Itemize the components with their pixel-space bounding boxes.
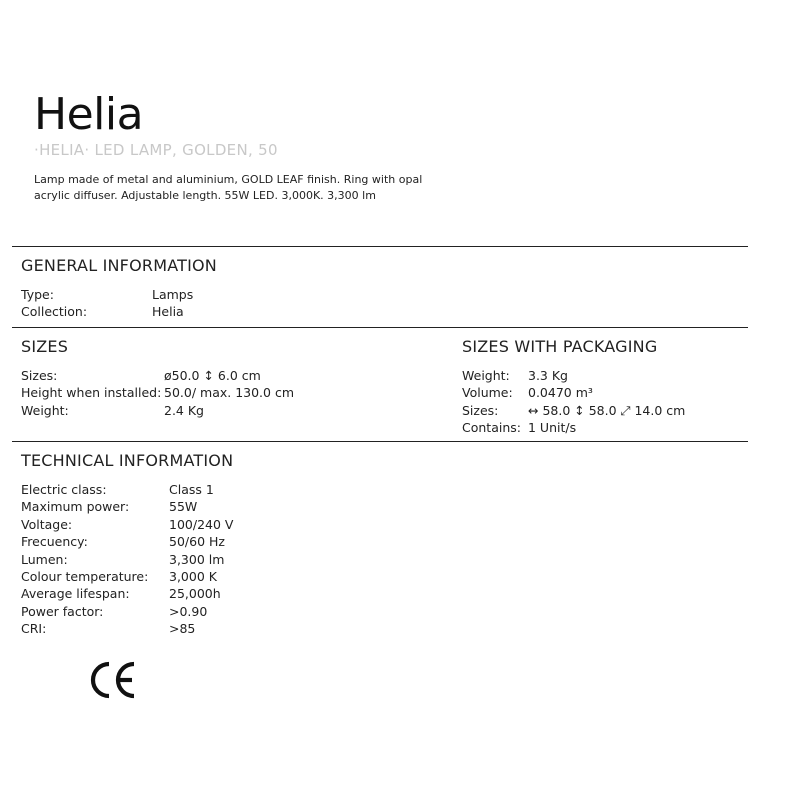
technical-heading: TECHNICAL INFORMATION [21, 451, 234, 470]
general-label-collection: Collection: [21, 304, 88, 320]
packaging-label-weight: Weight: [462, 368, 510, 383]
general-value-type: Lamps [152, 287, 194, 302]
technical-value-colour-temperature: 3,000 K [169, 569, 217, 585]
product-subtitle: ·HELIA· LED LAMP, GOLDEN, 50 [34, 141, 278, 159]
sizes-value-height: 50.0/ max. 130.0 cm [164, 385, 295, 401]
technical-label-colour-temperature: Colour temperature: [21, 569, 149, 585]
ce-mark-icon [88, 658, 140, 702]
general-heading: GENERAL INFORMATION [21, 256, 217, 275]
packaging-value-sizes: ↔ 58.0 ↕ 58.0 ⤢ 14.0 cm [528, 402, 686, 418]
technical-list [21, 481, 233, 638]
packaging-row-weight [462, 367, 685, 384]
technical-row-average-lifespan [21, 585, 233, 602]
technical-row-frequency [21, 533, 233, 550]
divider-technical [12, 441, 748, 442]
general-row-collection [21, 303, 193, 320]
packaging-list [462, 367, 685, 437]
general-value-collection: Helia [152, 304, 184, 320]
technical-value-voltage: 100/240 V [169, 516, 234, 532]
technical-row-maximum-power [21, 498, 233, 515]
technical-row-power-factor [21, 603, 233, 620]
technical-value-maximum-power: 55W [169, 499, 198, 515]
general-row-type [21, 286, 193, 303]
sizes-list [21, 367, 294, 419]
packaging-row-contains [462, 419, 685, 436]
divider-sizes [12, 327, 748, 328]
technical-label-voltage: Voltage: [21, 516, 73, 532]
technical-label-cri: CRI: [21, 621, 47, 637]
technical-row-lumen [21, 551, 233, 568]
packaging-value-weight: 3.3 Kg [528, 368, 568, 383]
sizes-row-weight [21, 402, 294, 419]
packaging-row-volume [462, 384, 685, 401]
technical-label-average-lifespan: Average lifespan: [21, 586, 130, 602]
technical-label-power-factor: Power factor: [21, 603, 104, 619]
technical-label-frequency: Frecuency: [21, 534, 88, 550]
technical-value-power-factor: >0.90 [169, 603, 208, 619]
sizes-value-sizes: ø50.0 ↕ 6.0 cm [164, 368, 261, 383]
packaging-value-volume: 0.0470 m³ [528, 385, 593, 401]
sizes-row-height [21, 384, 294, 401]
technical-label-maximum-power: Maximum power: [21, 499, 130, 515]
product-description: Lamp made of metal and aluminium, GOLD LEAF finish. Ring with opal acrylic diffuser. Adjustable length. 55W LED. 3,000K. 3,300 lm [34, 173, 423, 202]
technical-row-voltage [21, 516, 233, 533]
technical-value-electric-class: Class 1 [169, 482, 214, 497]
packaging-row-sizes [462, 402, 685, 419]
technical-label-electric-class: Electric class: [21, 482, 107, 497]
general-info-list [21, 286, 193, 321]
technical-value-frequency: 50/60 Hz [169, 534, 225, 550]
packaging-label-contains: Contains: [462, 420, 521, 436]
general-label-type: Type: [21, 287, 54, 302]
packaging-label-sizes: Sizes: [462, 402, 499, 418]
technical-row-electric-class [21, 481, 233, 498]
technical-row-cri [21, 620, 233, 637]
technical-value-lumen: 3,300 lm [169, 551, 225, 567]
technical-value-average-lifespan: 25,000h [169, 586, 221, 602]
sizes-label-sizes: Sizes: [21, 368, 58, 383]
sizes-label-height: Height when installed: [21, 385, 162, 401]
packaging-heading: SIZES WITH PACKAGING [462, 337, 658, 356]
sizes-value-weight: 2.4 Kg [164, 402, 204, 418]
sizes-heading: SIZES [21, 337, 69, 356]
packaging-label-volume: Volume: [462, 385, 513, 401]
product-title: Helia [34, 89, 144, 140]
sizes-label-weight: Weight: [21, 402, 69, 418]
technical-row-colour-temperature [21, 568, 233, 585]
divider-general [12, 246, 748, 247]
sizes-row-sizes [21, 367, 294, 384]
technical-label-lumen: Lumen: [21, 551, 68, 567]
packaging-value-contains: 1 Unit/s [528, 420, 577, 436]
technical-value-cri: >85 [169, 621, 196, 637]
